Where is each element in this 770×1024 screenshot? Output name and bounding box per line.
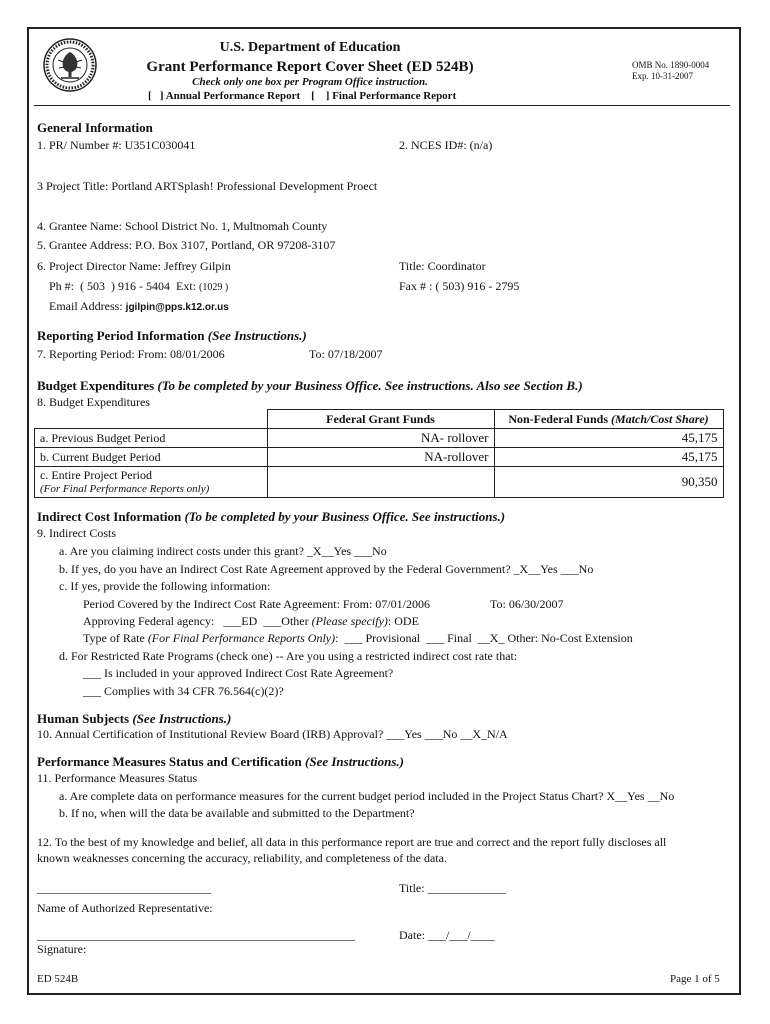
performance-question-b: b. If no, when will the data be available and submitted to the Department? [59, 806, 415, 820]
nonfederal-funds-header [494, 410, 723, 429]
nonfederal-header-note: (Match/Cost Share) [611, 411, 709, 426]
budget-heading-text: Budget Expenditures [37, 378, 158, 393]
expiration-date: Exp. 10-31-2007 [632, 71, 693, 81]
reporting-period-from: 7. Reporting Period: From: 08/01/2006 [37, 347, 225, 361]
rate-options: : ___ Provisional ___ Final __X_ Other: No-Cost Extension [335, 631, 633, 645]
budget-header-row [35, 410, 724, 429]
email-label: Email Address: [49, 299, 126, 313]
header-divider [34, 105, 730, 106]
department-seal-icon [43, 38, 97, 92]
indirect-heading-text: Indirect Cost Information [37, 509, 185, 524]
grantee-name: 4. Grantee Name: School District No. 1, Multnomah County [37, 219, 328, 233]
approving-agency [83, 614, 419, 629]
form-number: ED 524B [37, 973, 79, 985]
indirect-heading-note: (To be completed by your Business Office. See instructions.) [184, 509, 506, 524]
budget-row-label-cell [35, 467, 268, 498]
performance-question-a: a. Are complete data on performance measures for the current budget period included in the Project Status Chart? X__Yes __No [59, 789, 675, 803]
restricted-option-1: ___ Is included in your approved Indirect Cost Rate Agreement? [83, 666, 394, 680]
budget-row [35, 448, 724, 467]
performance-heading-text: Performance Measures Status and Certification [37, 754, 306, 769]
budget-row-label: b. Current Budget Period [35, 448, 268, 467]
budget-row-nonfederal: 45,175 [494, 429, 723, 448]
indirect-question-a: a. Are you claiming indirect costs under this grant? _X__Yes ___No [59, 544, 387, 558]
phone-extension: (1029 ) [199, 282, 229, 293]
nces-id: 2. NCES ID#: (n/a) [399, 138, 493, 152]
reporting-heading-note: (See Instructions.) [207, 328, 307, 343]
form-subtitle: Check only one box per Program Office instruction. [192, 76, 428, 88]
title-field[interactable]: Title: _____________ [399, 881, 506, 895]
nonfederal-header-text: Non-Federal Funds [508, 411, 611, 426]
irb-approval: 10. Annual Certification of Institutional Review Board (IRB) Approval? ___Yes ___No __X_N/A [37, 727, 508, 741]
representative-name-field[interactable]: _____________________________ [37, 881, 211, 895]
restricted-option-2: ___ Complies with 34 CFR 76.564(c)(2)? [83, 684, 284, 698]
human-heading-text: Human Subjects [37, 711, 133, 726]
email-address [49, 299, 229, 314]
budget-subheading: 8. Budget Expenditures [37, 395, 150, 409]
page-number: Page 1 of 5 [670, 973, 720, 985]
certification-line-1: 12. To the best of my knowledge and belief, all data in this performance report are true and correct and the report fully discloses all [37, 835, 667, 849]
reporting-period-heading [37, 328, 307, 344]
indirect-period-from: Period Covered by the Indirect Cost Rate Agreement: From: 07/01/2006 [83, 597, 430, 611]
budget-row-nonfederal: 90,350 [494, 467, 723, 498]
phone-number [49, 279, 228, 294]
budget-row-label: c. Entire Project Period [40, 468, 152, 482]
rate-note: (For Final Performance Reports Only) [147, 631, 336, 645]
grantee-address: 5. Grantee Address: P.O. Box 3107, Portland, OR 97208-3107 [37, 238, 336, 252]
representative-name-label: Name of Authorized Representative: [37, 901, 213, 915]
budget-row-federal: NA- rollover [267, 429, 494, 448]
agency-value: : ODE [387, 614, 419, 628]
project-director: 6. Project Director Name: Jeffrey Gilpin [37, 259, 231, 273]
phone-label: Ph #: ( 503 ) 916 - 5404 Ext: [49, 279, 199, 293]
budget-row-label: a. Previous Budget Period [35, 429, 268, 448]
fax-number: Fax # : ( 503) 916 - 2795 [399, 279, 520, 293]
reporting-heading-text: Reporting Period Information [37, 328, 208, 343]
budget-heading [37, 378, 583, 394]
certification-line-2: known weaknesses concerning the accuracy, reliability, and completeness of the data. [37, 851, 447, 865]
signature-field[interactable]: _____________________________________________________ [37, 928, 355, 942]
indirect-question-d: d. For Restricted Rate Programs (check one) -- Are you using a restricted indirect cost rate that: [59, 649, 518, 663]
pr-number: 1. PR/ Number #: U351C030041 [37, 138, 196, 152]
budget-row-federal [267, 467, 494, 498]
budget-row-note: (For Final Performance Reports only) [40, 483, 210, 495]
indirect-question-b: b. If yes, do you have an Indirect Cost Rate Agreement approved by the Federal Government? _X__Yes ___No [59, 562, 594, 576]
omb-number: OMB No. 1890-0004 [632, 60, 710, 70]
performance-heading [37, 754, 404, 770]
budget-row [35, 429, 724, 448]
project-title: 3 Project Title: Portland ARTSplash! Professional Development Proect [37, 179, 378, 193]
budget-header-blank [35, 410, 268, 429]
director-title: Title: Coordinator [399, 259, 486, 273]
human-heading-note: (See Instructions.) [132, 711, 232, 726]
agency-note: (Please specify) [311, 614, 388, 628]
rate-text: Type of Rate [83, 631, 148, 645]
budget-table [34, 409, 724, 498]
human-subjects-heading [37, 711, 231, 727]
budget-heading-note: (To be completed by your Business Office. See instructions. Also see Section B.) [157, 378, 583, 393]
indirect-cost-heading [37, 509, 505, 525]
form-title: Grant Performance Report Cover Sheet (ED 524B) [146, 59, 474, 75]
indirect-period-to: To: 06/30/2007 [490, 597, 564, 611]
email-value: jgilpin@pps.k12.or.us [125, 302, 229, 313]
agency-text: Approving Federal agency: ___ED ___Other [83, 614, 312, 628]
reporting-period-to: To: 07/18/2007 [309, 347, 383, 361]
rate-type [83, 631, 633, 646]
budget-row-federal: NA-rollover [267, 448, 494, 467]
performance-heading-note: (See Instructions.) [305, 754, 404, 769]
department-title: U.S. Department of Education [219, 40, 401, 55]
indirect-subheading: 9. Indirect Costs [37, 526, 116, 540]
date-field[interactable]: Date: ___/___/____ [399, 928, 495, 942]
federal-funds-header: Federal Grant Funds [267, 410, 494, 429]
performance-subheading: 11. Performance Measures Status [37, 771, 198, 785]
budget-row-nonfederal: 45,175 [494, 448, 723, 467]
budget-row [35, 467, 724, 498]
general-info-heading: General Information [37, 120, 153, 135]
report-type-checkboxes[interactable]: [ ] Annual Performance Report [ ] Final Performance Report [148, 90, 457, 102]
signature-label: Signature: [37, 942, 87, 956]
indirect-question-c: c. If yes, provide the following information: [59, 579, 271, 593]
